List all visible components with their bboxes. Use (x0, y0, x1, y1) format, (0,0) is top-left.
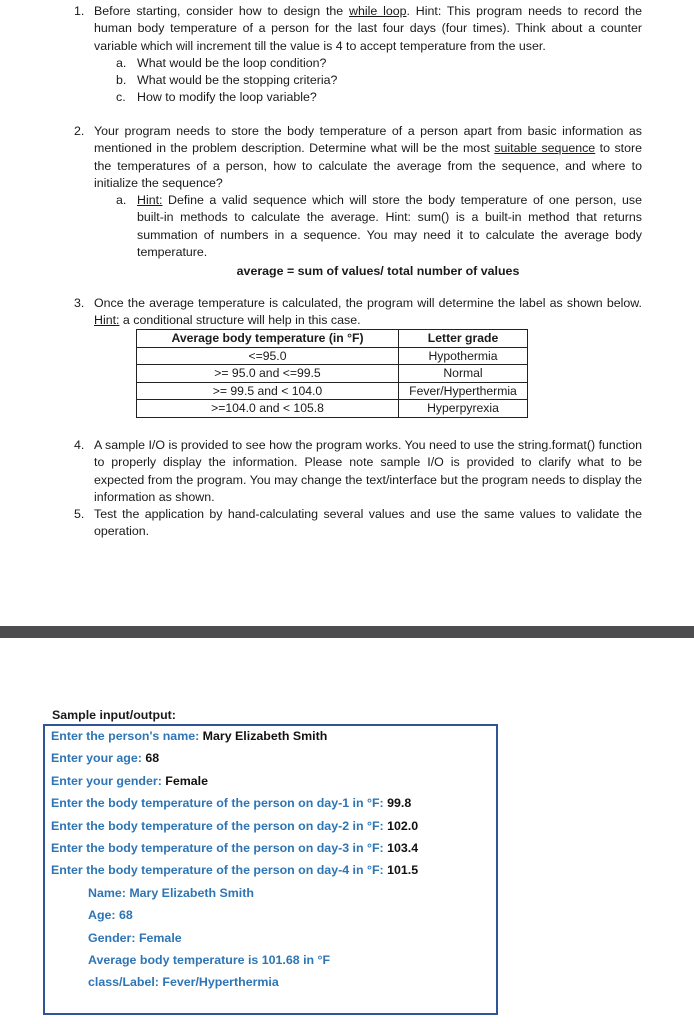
question-2-sub-a: a. Hint: Define a valid sequence which will store the body temperature of one person, use built-in methods to calculate the average. Hint: sum() is a built-in method that returns summation of numbers in a sequence. You may need it to calculate the average body temperature. (116, 193, 642, 260)
question-number: 4. (74, 438, 85, 452)
io-input-day-1: Enter the body temperature of the person on day-1 in °F: 99.8 (51, 796, 412, 810)
io-output-average: Average body temperature is 101.68 in °F (88, 953, 331, 967)
hint-label: Hint: (94, 313, 120, 328)
question-4-text: 4. A sample I/O is provided to see how the program works. You need to use the string.format() function to properly display the information. Please note sample I/O is provided to clarify what to be expected from the program. You may change the text/interface but the program needs to display the information as shown. (74, 438, 642, 504)
question-3-text: 3. Once the average temperature is calculated, the program will determine the label as shown below. Hint: a conditional structure will help in this case. (74, 296, 642, 328)
column-header-temperature: Average body temperature (in °F) (137, 330, 399, 348)
temperature-range-cell: >= 99.5 and < 104.0 (137, 382, 399, 400)
question-1-sub-c: c. How to modify the loop variable? (116, 90, 317, 105)
table-row (137, 365, 528, 383)
temperature-range-cell: >=104.0 and < 105.8 (137, 400, 399, 418)
io-input-name: Enter the person's name: Mary Elizabeth Smith (51, 729, 328, 743)
io-output-name: Name: Mary Elizabeth Smith (88, 886, 254, 900)
grade-cell: Hyperpyrexia (399, 400, 528, 418)
io-output-label: class/Label: Fever/Hyperthermia (88, 975, 279, 989)
while-loop-link: while loop (349, 4, 407, 18)
question-3 (74, 295, 642, 330)
temperature-range-cell: <=95.0 (137, 347, 399, 365)
table-row (137, 347, 528, 365)
io-input-day-2: Enter the body temperature of the person on day-2 in °F: 102.0 (51, 819, 419, 833)
page-divider (0, 626, 694, 638)
io-input-day-3: Enter the body temperature of the person on day-3 in °F: 103.4 (51, 841, 419, 855)
question-number: 1. (74, 4, 85, 18)
question-5-text: 5. Test the application by hand-calculating several values and use the same values to validate the operation. (74, 507, 642, 539)
question-number: 2. (74, 124, 85, 138)
grade-cell: Fever/Hyperthermia (399, 382, 528, 400)
question-number: 3. (74, 296, 85, 310)
column-header-grade: Letter grade (399, 330, 528, 348)
grade-cell: Hypothermia (399, 347, 528, 365)
sample-io-title: Sample input/output: (52, 708, 176, 722)
io-input-gender: Enter your gender: Female (51, 774, 208, 788)
temperature-grade-table (136, 329, 528, 418)
question-1 (74, 3, 642, 107)
io-output-gender: Gender: Female (88, 931, 182, 945)
table-row (137, 400, 528, 418)
io-input-day-4: Enter the body temperature of the person on day-4 in °F: 101.5 (51, 863, 419, 877)
temperature-range-cell: >= 95.0 and <=99.5 (137, 365, 399, 383)
question-1-text: 1. Before starting, consider how to design the while loop. Hint: This program needs to record the human body temperature of a person for the last four days (four times). Think about a counter variable which will increment till the value is 4 to accept temperature from the user. (74, 4, 642, 53)
question-2-text: 2. Your program needs to store the body temperature of a person apart from basic information as mentioned in the problem description. Determine what will be the most suitable sequence to store the temperatures of a person, how to calculate the average from the sequence, and where to initialize the sequence? (74, 124, 642, 190)
question-1-sub-a: a. What would be the loop condition? (116, 55, 327, 70)
question-number: 5. (74, 507, 85, 522)
io-input-age: Enter your age: 68 (51, 751, 160, 765)
question-4 (74, 437, 642, 541)
question-1-sub-b: b. What would be the stopping criteria? (116, 73, 338, 88)
table-row (137, 382, 528, 400)
io-output-age: Age: 68 (88, 908, 133, 922)
suitable-sequence-link: suitable sequence (494, 141, 596, 156)
table-header-row (137, 330, 528, 348)
average-formula: average = sum of values/ total number of values (236, 264, 520, 279)
grade-cell: Normal (399, 365, 528, 383)
question-2 (74, 123, 642, 281)
